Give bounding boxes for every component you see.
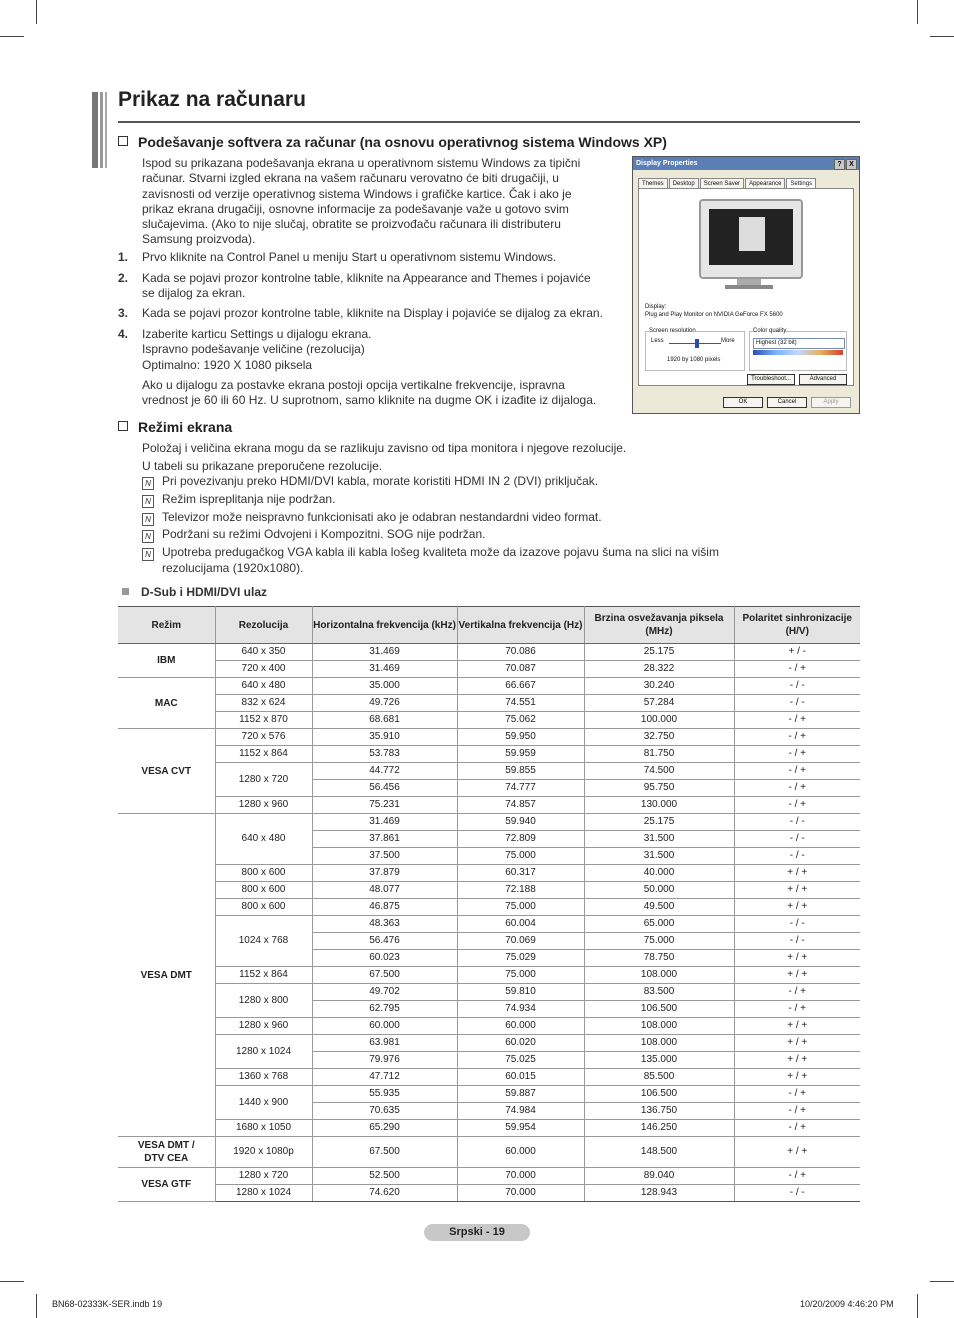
value-cell: - / - (734, 678, 860, 695)
value-cell: 75.029 (457, 950, 584, 967)
note-line (142, 527, 762, 543)
value-cell: 59.959 (457, 746, 584, 763)
value-cell: 74.500 (584, 763, 734, 780)
value-cell: 60.023 (312, 950, 457, 967)
value-cell: 70.000 (457, 1185, 584, 1202)
value-cell: 56.476 (312, 933, 457, 950)
value-cell: 75.000 (457, 967, 584, 984)
step-text (142, 271, 622, 302)
outro-line: vrednost je 60 ili 60 Hz. U suprotnom, samo kliknite na dugme OK i izađite iz dijaloga. (142, 393, 597, 408)
step-number: 2. (118, 271, 129, 285)
table-row (118, 814, 860, 831)
value-cell: - / + (734, 797, 860, 814)
value-cell: - / + (734, 1001, 860, 1018)
table-row (118, 797, 860, 814)
value-cell: 75.025 (457, 1052, 584, 1069)
value-cell: - / - (734, 848, 860, 865)
value-cell: - / + (734, 1103, 860, 1120)
value-cell: - / - (734, 933, 860, 950)
value-cell: + / + (734, 1052, 860, 1069)
tab-themes[interactable]: Themes (638, 178, 668, 189)
value-cell: 59.954 (457, 1120, 584, 1137)
table-header-cell: Polaritet sinhronizacije (H/V) (734, 607, 860, 644)
value-cell: 49.726 (312, 695, 457, 712)
outro-line: Ako u dijalogu za postavke ekrana postoji opcija vertikalne frekvencije, ispravna (142, 378, 565, 392)
table-row (118, 865, 860, 882)
value-cell: 74.984 (457, 1103, 584, 1120)
table-row (118, 763, 860, 780)
display-value: Plug and Play Monitor on NVIDIA GeForce FX 5600 (645, 312, 783, 318)
note-line (142, 492, 762, 508)
value-cell: - / + (734, 1120, 860, 1137)
note-item (142, 474, 762, 490)
table-subheading: D-Sub i HDMI/DVI ulaz (122, 585, 267, 599)
resolution-cell: 800 x 600 (215, 882, 312, 899)
intro-line: zavisnosti od verzije operativnog sistema Windows i grafičke kartice. Čak i ako je (142, 186, 572, 201)
ok-button[interactable]: OK (723, 397, 763, 408)
section1-outro (142, 378, 622, 409)
value-cell: 57.284 (584, 695, 734, 712)
intro-line: računar. Stvarni izgled ekrana na vašem računaru verovatno će biti drugačiji, u (142, 171, 559, 186)
value-cell: + / + (734, 899, 860, 916)
value-cell: 63.981 (312, 1035, 457, 1052)
table-header-cell: Horizontalna frekvencija (kHz) (312, 607, 457, 644)
value-cell: - / + (734, 712, 860, 729)
value-cell: 31.500 (584, 848, 734, 865)
table-row (118, 1137, 860, 1168)
less-label: Less (651, 338, 664, 344)
value-cell: 74.551 (457, 695, 584, 712)
value-cell: - / - (734, 916, 860, 933)
note-text: Televizor može neispravno funkcionisati ako je odabran nestandardni video format. (162, 510, 602, 524)
table-header-cell: Režim (118, 607, 215, 644)
value-cell: 47.712 (312, 1069, 457, 1086)
value-cell: - / + (734, 746, 860, 763)
value-cell: 100.000 (584, 712, 734, 729)
step-text (142, 306, 622, 321)
value-cell: 37.500 (312, 848, 457, 865)
value-cell: 35.910 (312, 729, 457, 746)
resolution-cell: 640 x 480 (215, 814, 312, 865)
resolution-cell: 1024 x 768 (215, 916, 312, 967)
step-line: Kada se pojavi prozor kontrolne table, kliknite na Appearance and Themes i pojaviće (142, 271, 591, 285)
monitor-preview (699, 199, 803, 279)
display-properties-dialog (632, 156, 860, 414)
note-item (142, 545, 762, 576)
table-row (118, 1069, 860, 1086)
note-text: Pri povezivanju preko HDMI/DVI kabla, morate koristiti HDMI IN 2 (DVI) priključak. (162, 474, 599, 488)
value-cell: + / + (734, 950, 860, 967)
note-text: rezolucijama (1920x1080). (162, 561, 304, 575)
value-cell: - / + (734, 1086, 860, 1103)
value-cell: 108.000 (584, 1018, 734, 1035)
value-cell: 60.317 (457, 865, 584, 882)
resolution-cell: 640 x 350 (215, 644, 312, 661)
value-cell: 60.000 (457, 1137, 584, 1168)
resolution-value: 1920 by 1080 pixels (667, 357, 721, 363)
help-icon[interactable]: ? (834, 159, 845, 170)
note-item (142, 510, 762, 526)
resolution-cell: 800 x 600 (215, 899, 312, 916)
resolution-cell: 832 x 624 (215, 695, 312, 712)
resolution-cell: 1280 x 720 (215, 763, 312, 797)
value-cell: 31.469 (312, 661, 457, 678)
resolution-cell: 1280 x 1024 (215, 1035, 312, 1069)
resolution-cell: 1360 x 768 (215, 1069, 312, 1086)
value-cell: 53.783 (312, 746, 457, 763)
value-cell: 70.000 (457, 1168, 584, 1185)
table-row (118, 916, 860, 933)
step-number: 3. (118, 306, 129, 320)
apply-button[interactable]: Apply (811, 397, 851, 408)
value-cell: 66.667 (457, 678, 584, 695)
step-line: Kada se pojavi prozor kontrolne table, kliknite na Display i pojaviće se dijalog za ekran. (142, 306, 603, 320)
value-cell: 32.750 (584, 729, 734, 746)
title-decoration (92, 92, 110, 168)
value-cell: + / - (734, 644, 860, 661)
step-line: Optimalno: 1920 X 1080 piksela (142, 357, 313, 372)
tab-settings[interactable]: Settings (786, 178, 816, 189)
value-cell: 67.500 (312, 1137, 457, 1168)
value-cell: - / + (734, 984, 860, 1001)
value-cell: 130.000 (584, 797, 734, 814)
section1-heading: Podešavanje softvera za računar (na osnovu operativnog sistema Windows XP) (118, 134, 667, 150)
value-cell: 146.250 (584, 1120, 734, 1137)
step-number: 1. (118, 250, 129, 264)
modes-table (118, 606, 860, 1202)
cancel-button[interactable]: Cancel (767, 397, 807, 408)
value-cell: 70.086 (457, 644, 584, 661)
value-cell: 60.000 (312, 1018, 457, 1035)
intro-line: Ispod su prikazana podešavanja ekrana u operativnom sistemu Windows za tipični (142, 156, 581, 170)
value-cell: 30.240 (584, 678, 734, 695)
note-line (142, 474, 762, 490)
table-row (118, 661, 860, 678)
note-line (142, 545, 762, 561)
value-cell: 106.500 (584, 1086, 734, 1103)
table-row (118, 1018, 860, 1035)
value-cell: 49.500 (584, 899, 734, 916)
value-cell: 60.004 (457, 916, 584, 933)
more-label: More (721, 338, 735, 344)
table-row (118, 678, 860, 695)
resolution-label: Screen resolution (649, 328, 696, 334)
dialog-titlebar (633, 157, 859, 170)
mode-cell: IBM (118, 644, 215, 678)
close-icon[interactable]: X (846, 159, 857, 170)
resolution-cell: 1152 x 864 (215, 967, 312, 984)
note-line (142, 510, 762, 526)
table-row (118, 695, 860, 712)
resolution-cell: 720 x 400 (215, 661, 312, 678)
value-cell: 60.000 (457, 1018, 584, 1035)
value-cell: 83.500 (584, 984, 734, 1001)
note-item (142, 492, 762, 508)
value-cell: 74.620 (312, 1185, 457, 1202)
mode-cell: VESA DMT / DTV CEA (118, 1137, 215, 1168)
resolution-cell: 1280 x 720 (215, 1168, 312, 1185)
title-rule (118, 121, 860, 123)
table-row (118, 729, 860, 746)
note-icon: N (142, 530, 154, 543)
value-cell: 128.943 (584, 1185, 734, 1202)
value-cell: 56.456 (312, 780, 457, 797)
value-cell: 48.077 (312, 882, 457, 899)
value-cell: 59.950 (457, 729, 584, 746)
table-header-cell: Rezolucija (215, 607, 312, 644)
value-cell: 55.935 (312, 1086, 457, 1103)
resolution-cell: 1280 x 1024 (215, 1185, 312, 1202)
resolution-cell: 1280 x 960 (215, 797, 312, 814)
value-cell: 65.290 (312, 1120, 457, 1137)
value-cell: 62.795 (312, 1001, 457, 1018)
value-cell: - / + (734, 661, 860, 678)
color-quality-select[interactable]: Highest (32 bit) (753, 338, 845, 349)
section2-line: U tabeli su prikazane preporučene rezolucije. (142, 458, 383, 473)
color-bar (753, 350, 843, 355)
value-cell: 95.750 (584, 780, 734, 797)
value-cell: 70.087 (457, 661, 584, 678)
table-header-row (118, 607, 860, 644)
value-cell: 59.940 (457, 814, 584, 831)
value-cell: + / + (734, 1018, 860, 1035)
value-cell: 75.231 (312, 797, 457, 814)
value-cell: - / + (734, 780, 860, 797)
value-cell: 74.857 (457, 797, 584, 814)
value-cell: 52.500 (312, 1168, 457, 1185)
value-cell: 40.000 (584, 865, 734, 882)
value-cell: 75.000 (584, 933, 734, 950)
value-cell: 37.879 (312, 865, 457, 882)
mode-cell: VESA GTF (118, 1168, 215, 1202)
value-cell: 31.500 (584, 831, 734, 848)
mode-cell: VESA DMT (118, 814, 215, 1137)
value-cell: 35.000 (312, 678, 457, 695)
resolution-cell: 1152 x 870 (215, 712, 312, 729)
table-row (118, 1168, 860, 1185)
resolution-slider-thumb[interactable] (695, 339, 699, 348)
table-row (118, 1086, 860, 1103)
step-line: se dijalog za ekran. (142, 286, 246, 301)
value-cell: 28.322 (584, 661, 734, 678)
mode-cell: MAC (118, 678, 215, 729)
resolution-cell: 1280 x 800 (215, 984, 312, 1018)
intro-line: slučajevima. (Ako to nije slučaj, obratite se proizvođaču računara ili distributeru (142, 217, 561, 232)
note-icon: N (142, 477, 154, 490)
value-cell: + / + (734, 1137, 860, 1168)
resolution-cell: 1440 x 900 (215, 1086, 312, 1120)
value-cell: 75.000 (457, 899, 584, 916)
note-text: Režim ispreplitanja nije podržan. (162, 492, 336, 506)
value-cell: - / - (734, 1185, 860, 1202)
table-header-cell: Brzina osvežavanja piksela (MHz) (584, 607, 734, 644)
value-cell: 74.934 (457, 1001, 584, 1018)
step-text (142, 250, 622, 265)
value-cell: - / + (734, 763, 860, 780)
value-cell: 135.000 (584, 1052, 734, 1069)
table-row (118, 899, 860, 916)
value-cell: + / + (734, 865, 860, 882)
intro-line: Samsung proizvoda). (142, 232, 256, 247)
value-cell: 44.772 (312, 763, 457, 780)
section2-heading: Režimi ekrana (118, 419, 232, 435)
value-cell: + / + (734, 1035, 860, 1052)
value-cell: - / - (734, 831, 860, 848)
table-row (118, 967, 860, 984)
resolution-cell: 1280 x 960 (215, 1018, 312, 1035)
table-row (118, 712, 860, 729)
resolution-cell: 720 x 576 (215, 729, 312, 746)
value-cell: 37.861 (312, 831, 457, 848)
note-icon: N (142, 513, 154, 526)
table-row (118, 882, 860, 899)
footer-file: BN68-02333K-SER.indb 19 (52, 1299, 163, 1309)
resolution-cell: 640 x 480 (215, 678, 312, 695)
mode-cell: VESA CVT (118, 729, 215, 814)
value-cell: 75.062 (457, 712, 584, 729)
value-cell: 65.000 (584, 916, 734, 933)
troubleshoot-button[interactable]: Troubleshoot... (747, 374, 795, 385)
table-header-cell: Vertikalna frekvencija (Hz) (457, 607, 584, 644)
value-cell: 67.500 (312, 967, 457, 984)
value-cell: 136.750 (584, 1103, 734, 1120)
value-cell: 108.000 (584, 1035, 734, 1052)
resolution-cell: 800 x 600 (215, 865, 312, 882)
resolution-cell: 1152 x 864 (215, 746, 312, 763)
value-cell: 60.020 (457, 1035, 584, 1052)
value-cell: + / + (734, 967, 860, 984)
note-item (142, 527, 762, 543)
table-row (118, 1185, 860, 1202)
page-title: Prikaz na računaru (118, 88, 306, 111)
resolution-group (645, 331, 745, 371)
value-cell: 75.000 (457, 848, 584, 865)
value-cell: 106.500 (584, 1001, 734, 1018)
value-cell: 85.500 (584, 1069, 734, 1086)
value-cell: 79.976 (312, 1052, 457, 1069)
value-cell: 46.875 (312, 899, 457, 916)
note-text: Podržani su režimi Odvojeni i Kompozitni. SOG nije podržan. (162, 527, 486, 541)
note-line (142, 561, 762, 576)
value-cell: 59.855 (457, 763, 584, 780)
table-row (118, 1120, 860, 1137)
step-text (142, 327, 622, 373)
value-cell: 72.188 (457, 882, 584, 899)
resolution-cell: 1680 x 1050 (215, 1120, 312, 1137)
value-cell: 25.175 (584, 644, 734, 661)
value-cell: 31.469 (312, 814, 457, 831)
advanced-button[interactable]: Advanced (799, 374, 847, 385)
value-cell: 25.175 (584, 814, 734, 831)
tab-screen-saver[interactable]: Screen Saver (700, 178, 744, 189)
value-cell: + / + (734, 882, 860, 899)
value-cell: 89.040 (584, 1168, 734, 1185)
note-icon: N (142, 495, 154, 508)
value-cell: - / + (734, 1168, 860, 1185)
value-cell: 31.469 (312, 644, 457, 661)
display-label: Display: (645, 304, 667, 310)
table-row (118, 644, 860, 661)
section2-line: Položaj i veličina ekrana mogu da se razlikuju zavisno od tipa monitora i njegove rezolucije. (142, 441, 627, 455)
value-cell: - / + (734, 729, 860, 746)
value-cell: 48.363 (312, 916, 457, 933)
color-label: Color quality (753, 328, 787, 334)
value-cell: 59.887 (457, 1086, 584, 1103)
step-line: Ispravno podešavanje veličine (rezolucija) (142, 342, 365, 357)
note-icon: N (142, 548, 154, 561)
table-row (118, 984, 860, 1001)
value-cell: 70.635 (312, 1103, 457, 1120)
step-number: 4. (118, 327, 129, 341)
value-cell: 60.015 (457, 1069, 584, 1086)
value-cell: 78.750 (584, 950, 734, 967)
value-cell: 50.000 (584, 882, 734, 899)
value-cell: 59.810 (457, 984, 584, 1001)
note-text: Upotreba predugačkog VGA kabla ili kabla lošeg kvaliteta može da izazove pojavu šuma na slici na višim (162, 545, 719, 559)
value-cell: 81.750 (584, 746, 734, 763)
value-cell: 72.809 (457, 831, 584, 848)
table-row (118, 746, 860, 763)
value-cell: 68.681 (312, 712, 457, 729)
value-cell: - / - (734, 814, 860, 831)
value-cell: - / - (734, 695, 860, 712)
resolution-cell: 1920 x 1080p (215, 1137, 312, 1168)
step-line: Izaberite karticu Settings u dijalogu ekrana. (142, 327, 372, 341)
value-cell: 70.069 (457, 933, 584, 950)
footer-date: 10/20/2009 4:46:20 PM (800, 1299, 894, 1309)
value-cell: 108.000 (584, 967, 734, 984)
intro-line: prikaz ekrana drugačiji, osnovne informacije za podešavanje važe u gotovo svim (142, 201, 569, 216)
section1-intro (142, 156, 622, 248)
table-row (118, 1035, 860, 1052)
section2-text (142, 440, 842, 475)
tab-appearance[interactable]: Appearance (745, 178, 785, 189)
tab-desktop[interactable]: Desktop (669, 178, 699, 189)
dialog-title: Display Properties (636, 160, 698, 167)
page-number: Srpski - 19 (424, 1224, 530, 1241)
value-cell: + / + (734, 1069, 860, 1086)
step-line: Prvo kliknite na Control Panel u meniju Start u operativnom sistemu Windows. (142, 250, 557, 264)
value-cell: 74.777 (457, 780, 584, 797)
value-cell: 148.500 (584, 1137, 734, 1168)
value-cell: 49.702 (312, 984, 457, 1001)
